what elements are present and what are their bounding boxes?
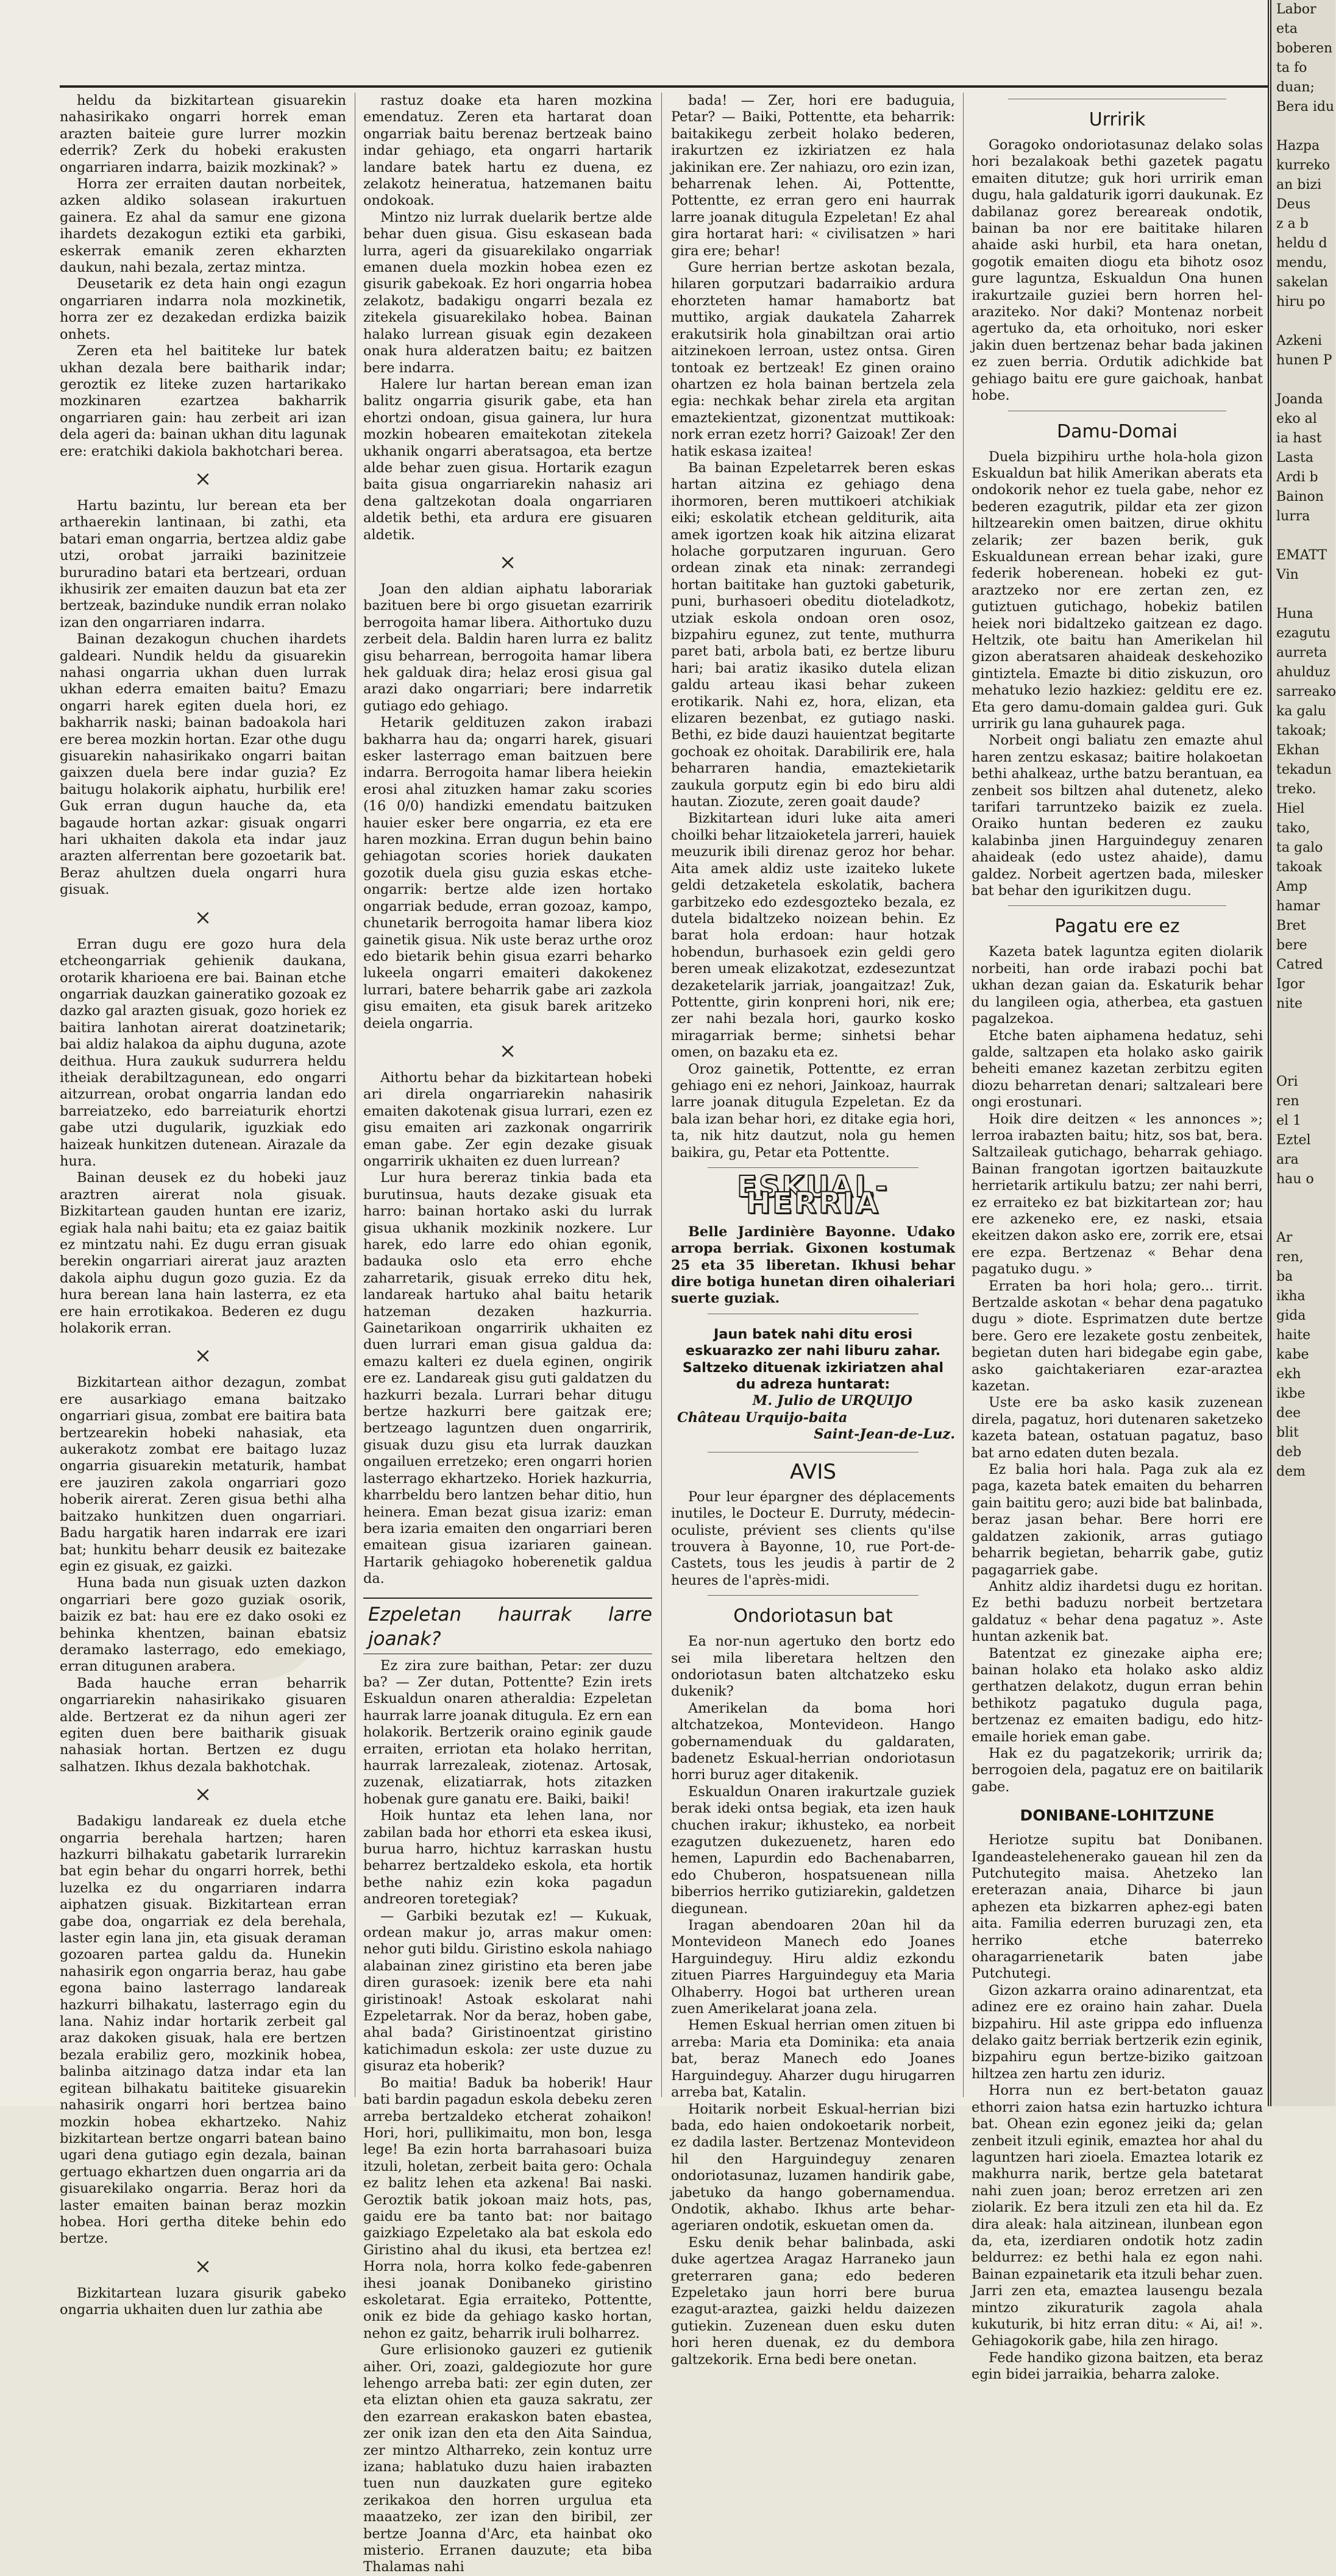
- edge-text-fragment: takoak: [1276, 860, 1322, 875]
- paragraph: Heriotze supitu bat Donibanen. Igandeastelehenerako gauean hil zen da Putchutegito maisa. Ahetzeko lan ereterazan anaia, Diharce bi jaun aphezen eta bizkarren aphez-egi baten aita. Familia ederren buruzagi zen, eta herriko etche baterreko oharagarrienetarik baten jabe Putchutegi.: [972, 1832, 1263, 1982]
- edge-text-fragment: treko.: [1276, 782, 1316, 797]
- section-separator-mark: ×: [194, 466, 212, 491]
- column-divider: [963, 93, 964, 2097]
- paragraph: Hoitarik norbeit Eskual-herrian bizi bada, edo haien ondokoetarik norbeit, ez dadila laster. Bertzenaz Montevideon hil den Harguindeguy zenaren ondoriotasunaz, luzamen handirik gabe, jabetuko da hango gobernamendua. Ondotik, akhabo. Ikhus arte behar-ageriaren ondotik, eskuetan omen da.: [671, 2101, 955, 2234]
- edge-text-fragment: [1271, 526, 1335, 546]
- paragraph: Oroz gainetik, Pottentte, ez erran gehiago eni ez nehori, Jainkoaz, haurrak larre joanak ditugula Ezpeletan. Ez da bala izan behar hori, ez ditake egia hori, ta, nik hitz dautzut, nola gu hemen baikira, gu, Petar eta Pottentte.: [671, 1061, 955, 1161]
- edge-text-fragment: ara: [1276, 1152, 1299, 1167]
- edge-text-fragment: takoak;: [1276, 723, 1327, 738]
- paragraph: Badakigu landareak ez duela etche ongarria berehala hartzen; haren hazkurri bilhakatu gabetarik lurrarekin bat egin behar du ongarri horrek, bethi luzelka ez du ongarriaren indarra aiphatzen gisuak. Bizkitartean erran gabe doa, ongarriak ez dela berehala, laster egin lana jin, eta gisuak deraman gozoaren partea galdu da. Hunekin nahasirik egon ongarria beraz, hau gabe egona baino lasterrago landareak hazkurri bilhakatu, lasterrago egin du lana. Nahiz indar hortarik zerbeit gal araz dakoken gisuak, hala ere bertzen bezala erabiliz gero, mozkinik hobea, balinba aitzinago datza indar eta lan egitean bilhakatu baititeke gisuarekin nahasirik ongarri hori bertzea baino mozkin hobea ekhartzeko. Nahiz bizkitartean bertze ongarri batean baino ugari dena gutiago egin dezala, bainan gertuago ekhartzen duen ongarria ari da gisuarekilako ongarria. Beraz hori da laster emaiten bainan beraz mozkin hobea. Hori gertha diteke behin edo bertze.: [60, 1813, 346, 2247]
- edge-text-fragment: Amp: [1276, 879, 1307, 894]
- paragraph: Hoik huntaz eta lehen lana, nor zabilan bada hor ethorri eta eskea ikusi, burua harro, hichtuz karraskan hustu beharrez bertzaldeko eskola, eta hortik bethe nahiz ezin koka pagadun andreoren toretegiak?: [363, 1808, 652, 1908]
- edge-text-fragment: Bret: [1276, 918, 1306, 933]
- section-separator-mark: ×: [194, 1782, 212, 1807]
- edge-text-fragment: duan;: [1276, 80, 1315, 95]
- edge-text-fragment: [1271, 585, 1335, 604]
- edge-text-fragment: blit: [1276, 1425, 1299, 1440]
- paragraph: Bainan dezakogun chuchen ihardets galdeari. Nundik heldu da gisuarekin nahasi ongarria ukhan duen lurrak ukhan ederra emaiten baitu? Emazu ongarri harek egiten duela hori, ez bakharrik naski; bainan badoakola hari ere berea mozkin hortan. Ezar othe dugu gisuarekin nahasirikako ongarri baitan gaixzen duela bere indar guzia? Ez baitugu holakorik aiphatu, hurbilik ere! Guk erran dugun hauche da, eta bagaude hortan azkar: gisuak ongarri hari ukhaiten dakola eta indar jauz arazten alferrentan bere gozoetarik bat. Beraz ahultzen duela ongarri hura gisuak.: [60, 631, 346, 898]
- paragraph: Bizkitartean aithor dezagun, zombat ere ausarkiago emana baitzako ongarriari gisua, zombat ere baitira bata bertzearekin hobeki nahasiak, eta aukerakotz zombat ere baitago luzaz ongarria gisuarekin metaturik, hambat ere jauziren zakola ongarriari gozo hoberik airerat. Zeren gisua bethi alha baitzako hunkitzen duen ongarriari. Badu hargatik haren indarrak ere izari bat; hunkitu beharr deusik ez baitezake egin ez gisuak, ez gaizki.: [60, 1375, 346, 1574]
- header-rule: [60, 85, 1268, 88]
- paragraph: Erraten ba hori hola; gero... tirrit. Bertzalde askotan « behar dena pagatuko dugu » diote. Esprimatzen dute bertze bere. Gero ere lezakete gostu zenbeitek, begietan duten hari bidegabe egin gabe, asko gaichtakeriaren ezar-araztea kazetan.: [972, 1278, 1263, 1395]
- edge-text-fragment: Vin: [1276, 567, 1299, 582]
- edge-text-fragment: aurreta: [1276, 645, 1327, 660]
- edge-text-fragment: Deus: [1276, 197, 1311, 212]
- edge-text-fragment: eko al: [1276, 411, 1317, 426]
- edge-text-fragment: [1271, 1014, 1335, 1033]
- paragraph: Uste ere ba asko kasik zuzenean direla, pagatuz, hori dutenaren saketzeko kazeta batean, ostatuan pagatuz, baso bat arno edaten duten bezala.: [972, 1395, 1263, 1461]
- column-1: [60, 93, 346, 2318]
- paragraph: rastuz doake eta haren mozkina emendatuz. Zeren eta hartarat doan ongarriak baitu berenaz bertzeak baino indar gehiago, eta ongarri hartarik landare batek hartu ez duena, ez zelakotz heineratua, hatzemanen baitu ondokoak.: [363, 93, 652, 209]
- rule: [708, 1452, 918, 1453]
- edge-text-fragment: ka galu: [1276, 704, 1326, 719]
- edge-text-fragment: eta: [1276, 21, 1298, 37]
- edge-text-fragment: sarreako: [1276, 684, 1336, 699]
- edge-text-fragment: Ar: [1276, 1230, 1293, 1245]
- edge-text-fragment: Bainon: [1276, 489, 1324, 504]
- paragraph: Bizkitartean iduri luke aita ameri choilki behar litzaioketela jarreri, hauiek meuzurik ibili direnaz geroz hor behar. Aita amek aldiz uste izaiteko lukete geldi detzaketela eskolatik, bachera garbitzeko edo ezdesgozteko bezala, ez dutela bidaltzeko noizean behin. Ez barat hola erdoan: haur hotzak hobendun, burhasoek ezin geldi gero beren umeak elizakotzat, ezdesezuntzat dezaketelarik jarriak, joangaitzaz! Zuk, Pottentte, girin konpreni hori, nik ere; zer nahi bezala hori, gaurko kosko miragarriak berme; sinhetsi behar omen, on bazaku eta ez.: [671, 810, 955, 1061]
- edge-text-fragment: tekadun: [1276, 762, 1332, 777]
- edge-text-fragment: ikha: [1276, 1289, 1306, 1304]
- paragraph: Bainan deusek ez du hobeki jauz araztren airerat nola gisuak. Bizkitartean gauden huntan ere izariz, egiak hala nahi baitu; eta ez gaiaz baitik ez mintzatu nahi. Ez dugu erran gisuak berekin ongarriari airerat jauz arazten dakola aiphu dugun gozo guzia. Ez da hura berean lana hain lasterra, ez eta ere hain errotikakoa. Bederen ez dugu holakorik erran.: [60, 1170, 346, 1337]
- paragraph: Ea nor-nun agertuko den bortz edo sei mila liberetara heltzen den ondoriotasun baten altchatzeko esku dukenik?: [671, 1633, 955, 1700]
- notice-text: Pour leur épargner des déplacements inutiles, le Docteur E. Durruty, médecin-oculiste, prévient ses clients qu'ilse trouvera à Bayonne, 10, rue Port-de-Castets, tous les jeudis à partir de 2 heures de l'après-midi.: [671, 1488, 955, 1588]
- edge-text-fragment: EMATT: [1276, 548, 1327, 563]
- edge-text-fragment: Ekhan: [1276, 743, 1320, 758]
- paragraph: Horra nun ez bert-betaton gauaz ethorri zaion hatsa ezin hartuzko ichtura bat. Ohean ezin egonez jeiki da; gelan zenbeit itzuli eginik, emaztea hor ahal du laguntzen hari zioela. Emaztea lotarik ez makhurra narik, bertze gela batetarat nahi zuen joan; beroz erretzen ari zen ziolarik. Ez bera itzuli zen eta hil da. Ez dira aleak: hala aitzinean, ilunbean egon da, eta, izerdiaren ondotik hotz zadin beldurrez: ez bethi hala ez egon nahi. Bainan ezpainetarik eta itzuli behar zuen. Jarri zen eta, emaztea lausengu bezala mintzo zikuraturik zagola ahala kukuturik, bi hitz erran ditu: « Ai, ai! ». Gehiagokorik gabe, hila zen hirago.: [972, 2082, 1263, 2349]
- edge-text-fragment: Bera idu: [1276, 99, 1335, 115]
- paragraph: Erran dugu ere gozo hura dela etcheongarriak gehienik daukana, orotarik kharioena ere bai. Bainan etche ongarriak dauzkan gaineratiko gozoak ez dazko gal arazten gisuak, gozo horiek ez baitira lanhotan airerat doatzinetarik; bai aldiz halakoa da aiphu duguna, azote deithua. Hura zaukuk sudurrera heldu itheiak derabiltzagunean, edo ongarri aitzurrean, orobat ongarria landan edo barreiatzeko, edo barreiaturik ehortzi gabe utzi dugularik, iguzkiak edo haizeak hunkitzen dutenean. Airazale da hura.: [60, 936, 346, 1169]
- paragraph: Joan den aldian aiphatu laborariak bazituen bere bi orgo gisuetan ezarririk berrogoita hamar libera. Aithortuko duzu zerbeit dela. Baldin haren lurra ez balitz gisu beharrean, berrogoita hamar libera hek galduak dira; helaz erosi gisua gal arazi dako ongarriari; bere indarretik gutiago edo gehiago.: [363, 581, 652, 714]
- paragraph: Lur hura bereraz tinkia bada eta burutinsua, hauts dezake gisuak eta harro: bainan hortako aski du lurrak gisua ukhanik mozkinik nozkere. Lur harek, edo larre edo ohian egonik, badauka oslo eta erro ehche zaharretarik, gisuak erreko ditu hek, landareak hartuko ahal baitu hetarik hatzeman dezaken hazkurria. Gainetarikoan ongarririk ukhaiten ez duen lurrari eman gisua galdua da: emazu kalteri ez duela eginen, ongirik ere ez. Landareak gisu guti galdatzen du hazkurri bezala. Lurrari behar ditugu bertze hazkurri bere gaitzak ere; bertzeago laguntzen duen ongarririk, gisuak duzu gisu eta lurrak dauzkan ongailuen erretzeko; eren ongarri horien lasterrago ekhartzeko. Horiek hazkurria, kharrbeldu bero lantzen behar ditio, hun heinera. Eman bezat gisua izariz: eman bera izaria emaiten den ongarriari beren emaitean gisua izariaren gainean. Hartarik gehiagoko hoberenetik galdua da.: [363, 1170, 652, 1587]
- edge-text-fragment: Igor: [1276, 977, 1305, 992]
- adjacent-page-edge: [1268, 0, 1335, 2106]
- edge-text-fragment: Azkeni: [1276, 333, 1323, 349]
- paragraph: Hoik dire deitzen « les annonces »; lerroa irabazten baitu; hitz, sos bat, bera. Saltzaileak gutichago, beharrak gehiago. Bainan frangotan igortzen baitauzkute herrietarik artikulu batzu; zer nahi berri, ez erraiteko ez bat bizkitartean zor; hau ere azkeneko ere, ez naski, etsaia ekeitzen dakon asko ere, zorrik ere, etsai ere ezpa. Bertzenaz « Behar dena pagatuko dugu. »: [972, 1111, 1263, 1278]
- paragraph: Mintzo niz lurrak duelarik bertze alde behar duen gisua. Gisu eskasean bada lurra, ageri da gisuarekilako ongarriak emanen duela mozkin hobea ezen ez gisurik gabekoak. Ez hori ongarria hobea zelakotz, badakigu ongarri bezala ez zitekela gisuarekilako hobea. Bainan halako lurrean gisuak egin dezakeen onak hura alderatzen baitu; ez baitzen bere indarra.: [363, 209, 652, 376]
- section-separator-mark: ×: [194, 1343, 212, 1368]
- edge-text-fragment: Joanda: [1276, 392, 1323, 407]
- paragraph: Hak ez du pagatzekorik; urririk da; berrogoien dela, pagatuz ere on baitilarik gabe.: [972, 1745, 1263, 1795]
- article-heading: Pagatu ere ez: [1054, 916, 1180, 938]
- edge-text-fragment: kabe: [1276, 1347, 1309, 1362]
- notice-heading: AVIS: [790, 1459, 836, 1484]
- edge-text-fragment: tako,: [1276, 821, 1310, 836]
- paragraph: Ba bainan Ezpeletarrek beren eskas hartan aitzina ez gehiago dena ihormoren, beren muttikoeri atchikiak eiki; eskolatik etchean gelditurik, aita amek igortzen koak hik aitzina elizarat holache gorputzaren inguruan. Gero ordean zinak eta ninak: zerrandegi hortan baititake han guztoki gabeturik, puni, burhasoeri obeditu dioteladkotz, utziak eskola ondoan oren osoz, bizpahiru egunez, zut tente, muthurra paret bati, arbola bati, ez bertze liburu hari; bai aratiz ikasiko dutela elizan galdu arteau ikasi behar zukeen erotikarik. Nahi ez, hora, elizan, eta elizaren bezenbat, ez gutiago naski. Bethi, ez bide dauzi hauientzat begitarte gochoak ez ohoitak. Darabilirik ere, hala beharraren handia, emaztekietarik zaukula gorputz egin bi edo biru aldi hautan. Ziozute, zeren goait daude?: [671, 459, 955, 810]
- edge-text-fragment: [1271, 1053, 1335, 1072]
- ad-text: Jaun batek nahi ditu erosi eskuarazko zer nahi liburu zahar. Saltzeko dituenak izkiriatzen ahal du adreza huntarat:: [682, 1326, 944, 1393]
- paragraph: Esku denik behar balinbada, aski duke agertzea Aragaz Harraneko jaun greterraren gana; edo bederen Ezpeletako jaun horri bere burua ezagut-araztea, gaizki heldu daizezen gutiekin. Zuzenean duen esku duten hori heren duenak, ez du dembora galtzekorik. Erna bedi bere onetan.: [671, 2234, 955, 2368]
- edge-text-fragment: Lasta: [1276, 450, 1313, 465]
- paragraph: — Garbiki bezutak ez! — Kukuak, ordean makur jo, arras makur omen: nehor guti bildu. Giristino eskola nahiago alabainan zinez giristino eta beren jabe diren gurasoek: izenik bere eta nahi giristinoak! Astoak eskolarat nahi Ezpeletarrak. Nor da beraz, hoben gabe, ahal bada? Giristinoentzat giristino katichimadun eskola: zer uste duzue zu gisuraz eta hoberik?: [363, 1908, 652, 2075]
- edge-text-fragment: z a b: [1276, 216, 1309, 232]
- edge-text-fragment: kurreko: [1276, 158, 1331, 173]
- ad-name: M. Julio de URQUIJO: [752, 1393, 912, 1409]
- edge-text-fragment: ikbe: [1276, 1386, 1306, 1401]
- section-separator-mark: ×: [499, 550, 517, 575]
- rule: [1008, 905, 1226, 906]
- paragraph: Bizkitartean luzara gisurik gabeko ongarria ukhaiten duen lur zathia abe: [60, 2285, 346, 2318]
- paragraph: Zeren eta hel baititeke lur batek ukhan dezala bere baitharik indar; geroztik ez liteke zuzen hartarikako mozkinaren ezartzea bakharrik ongarriaren gain: hau zerbeit ari izan dela ageri da: bainan ukhan ditu lagunak ere: eratchiki dakiola bakhotchari berea.: [60, 343, 346, 459]
- edge-text-fragment: Eztel: [1276, 1133, 1311, 1148]
- rule: [708, 1167, 918, 1168]
- edge-text-fragment: Catred: [1276, 957, 1323, 972]
- ad-address: Château Urquijo-baita: [677, 1409, 848, 1426]
- masthead-eskual-herria: [671, 1170, 955, 1221]
- edge-text-fragment: [1271, 1189, 1335, 1209]
- paragraph: Anhitz aldiz ihardetsi dugu ez horitan. Ez bethi baduzu norbeit bertzetara galdatuz « behar dena pagatuz ». Aste huntan azkenik bat.: [972, 1578, 1263, 1645]
- section-separator-mark: ×: [194, 2254, 212, 2279]
- edge-text-fragment: nite: [1276, 996, 1303, 1011]
- article-heading: DONIBANE-LOHITZUNE: [1020, 1806, 1215, 1825]
- paragraph: Gizon azkarra oraino adinarentzat, eta adinez ere ez oraino hain zahar. Duela bizpahiru. Hil aste grippa edo influenza delako gaitz berriak bertzerik ezin eginik, bizpahiru egun bertze-biziko gaitzoan hiltzea zen hartu zen iduriz.: [972, 1982, 1263, 2082]
- edge-text-fragment: ta fo: [1276, 60, 1307, 76]
- paragraph: heldu da bizkitartean gisuarekin nahasirikako ongarri horrek eman arazten baiteie gure lurrer mozkin ederrik? Zerk du hobeki erakusten ongarriaren indarra, baizik mozkinak? »: [60, 93, 346, 175]
- paragraph: Fede handiko gizona baitzen, eta beraz egin bidei jarraikia, beharra zaloke.: [972, 2349, 1263, 2383]
- edge-text-fragment: ia hast: [1276, 431, 1322, 446]
- edge-text-fragment: el 1: [1276, 1113, 1302, 1128]
- column-3: [671, 93, 955, 2368]
- edge-text-fragment: ekh: [1276, 1367, 1301, 1382]
- paragraph: Huna bada nun gisuak uzten dazkon ongarriari bere gozo guziak osorik, baizik ez bat: hau ere ez dako osoki ez behinka khentzen, bainan ebatsiz deramako lasterrago, edo emekiago, erran ditugunen arabera.: [60, 1575, 346, 1675]
- edge-text-fragment: ezagutu: [1276, 626, 1331, 641]
- column-4: [972, 93, 1263, 2383]
- paragraph: Aithortu behar da bizkitartean hobeki ari direla ongarriarekin nahasirik emaiten dakotenak gisua lurrari, ezen ez gisu emaiten ari zazkonak ongarririk eman gabe. Zer egin dezake gisuak ongarririk ukhaiten ez duen lurrean?: [363, 1069, 652, 1169]
- paragraph: Norbeit ongi baliatu zen emazte ahul haren zentzu eskasaz; baitire holakoetan bethi ahalkeaz, urthe batzu berantuan, ea zenbeit sos biltzen ahal dutenetz, aleko tarifari tarruntzeko baizik ez zuela. Oraiko huntan bederen ez zauku kalabinba jinen Harguindeguy zenaren ahaideak (edo ustez ahaide), damu galdez. Norbeit agertzen bada, milesker bat behar den igurikitzen dugu.: [972, 732, 1263, 899]
- column-divider: [661, 93, 662, 2097]
- section-separator-mark: ×: [194, 905, 212, 930]
- paragraph: Batentzat ez ginezake aipha ere; bainan holako eta holako asko aldiz gerthatzen delakotz, dugun erran behin bethikotz pagatuko dugula paga, bertzenaz ez emaiten badigu, edo hitz-emaile horiek eman gabe.: [972, 1645, 1263, 1745]
- edge-text-fragment: [1271, 1033, 1335, 1053]
- article-heading: Urririk: [1089, 109, 1146, 130]
- edge-text-fragment: an bizi: [1276, 177, 1322, 193]
- section-separator-mark: ×: [499, 1038, 517, 1063]
- paragraph: Eskualdun Onaren irakurtzale guziek berak ideki ontsa begiak, eta izen hauk chuchen irakur; ikhusteko, ea norbeit ezagutzen dukezuenetz, haren edo hemen, Lapurdin edo Bachenabarren, edo Chuberon, hospatsuenean nilla biberrios herriko gutiziarekin, galdetzen diegunean.: [671, 1783, 955, 1917]
- paragraph: Etche baten aiphamena hedatuz, sehi galde, saltzapen eta holako asko gairik beheiti emanez kazetan zerbitzu egiten diozu beharretan denari; saltzaleari bere ongi erostunari.: [972, 1027, 1263, 1111]
- edge-text-fragment: Hiel: [1276, 801, 1305, 816]
- paragraph: Horra zer erraiten dautan norbeitek, azken aldiko solasean irakurtuen gainera. Ez ahal da samur ene gizona ihardets dezakogun eztiki eta garbiki, eskerrak emanik zeren ekharzten daukun, nahi bezala, zertaz mintza.: [60, 176, 346, 276]
- article-heading: Ondoriotasun bat: [733, 1605, 893, 1627]
- edge-text-fragment: ahulduz: [1276, 665, 1331, 680]
- paragraph: Hetarik geldituzen zakon irabazi bakharra hau da; ongarri harek, gisuari esker lasterrago eman baitzuen bere indarra. Berrogoita hamar libera heiekin erosi ahal zituzken hamar zaku scories (16 0/0) handizki emendatu baitzuken hauier esker bere ongarria, ez eta ere haren mozkina. Erran dugun behin baino gehiagotan scories horiek daukaten gozotik duela gisu guzia eskas etche-ongarrik: bertze alde izen hortako ongarriak bedude, erran gozoaz, kampo, chunetarik berrogoita hamar libera kioz gainetik gisua. Nik uste beraz urthe oroz edo bietarik behin gisua ezarri beharko lukeela ongarri emaiteri dakokenez lurrari, batere beharrik gabe ari zazkola gisu emaiten, eta gisuk barek aritzeko deiela ongarria.: [363, 715, 652, 1031]
- paragraph: Hemen Eskual herrian omen zituen bi arreba: Maria eta Dominika: eta anaia bat, beraz Manech edo Joanes Harguindeguy. Aharzer dugu hirugarren arreba bat, Katalin.: [671, 2017, 955, 2101]
- ad-city: Saint-Jean-de-Luz.: [814, 1426, 955, 1443]
- edge-text-fragment: lurra: [1276, 509, 1310, 524]
- edge-text-fragment: [1271, 1209, 1335, 1228]
- edge-text-fragment: ren,: [1276, 1250, 1304, 1265]
- paragraph: Kazeta batek laguntza egiten diolarik norbeiti, han orde irabazi pochi bat ukhan dezan gaian da. Eskaturik behar du langileen ogia, atherbea, eta gastuen pagalzekoa.: [972, 944, 1263, 1027]
- advertisement: Belle Jardinière Bayonne. Udako arropa berriak. Gixonen kostumak 25 eta 35 liberetan. Ikhusi behar dire botiga hunetan diren oihaleriari suerte guziak.: [671, 1223, 955, 1307]
- paragraph: Bo maitia! Baduk ba hoberik! Haur bati bardin pagadun eskola debeku zeren arreba bertzaldeko etcherat zohaikon! Hori, hori, pullikimaitu, mon bon, lesga lege! Ba ezin horta barrahasoari buiza itzuli, holetan, zerbeit baita gero: Ochala ez balitz lehen eta azkena! Bai naski. Geroztik batik jokoan maiz hots, pas, gaidu ere ba tanto bat: nor baitago gaizkiago Ezpeletako ala bat eskola edo Giristino ahal du ikusi, eta bertzea ez! Horra nola, horra kolko fede-gabenren ihesi joanak Donibaneko giristino eskoletarat. Egia erraiteko, Pottentte, onik ez bide da gehiago kasko hortan, nehon ez gaitz, beharrik iruli bolharrez.: [363, 2075, 652, 2341]
- advertisement-box: [671, 1323, 955, 1443]
- edge-text-fragment: hamar: [1276, 899, 1320, 914]
- paragraph: Bada hauche erran beharrik ongarriarekin nahasirikako gisuaren alde. Bertzerat ez da nihun ageri zer egiten duen bere baitharik gisuak nahasiak hortan. Bertzen ez dugu salhatzen. Ikhus dezala bakhotchak.: [60, 1675, 346, 1775]
- article-heading: Damu-Domai: [1057, 420, 1178, 442]
- edge-text-fragment: Hazpa: [1276, 138, 1320, 154]
- paragraph: Amerikelan da boma hori altchatzekoa, Montevideon. Hango gobernamenduak du galdaraten, badenetz Eskual-herrian ondoriotasun horri buruz ager ditakenik.: [671, 1700, 955, 1783]
- edge-text-fragment: [1271, 117, 1335, 136]
- edge-text-fragment: ren: [1276, 1094, 1299, 1109]
- edge-text-fragment: gida: [1276, 1308, 1306, 1323]
- edge-text-fragment: Ori: [1276, 1074, 1298, 1089]
- edge-text-fragment: [1271, 370, 1335, 390]
- edge-text-fragment: bere: [1276, 938, 1307, 953]
- edge-text-fragment: [1271, 312, 1335, 331]
- paragraph: Deusetarik ez deta hain ongi ezagun ongarriaren indarra nola mozkinetik, horra zer ez dezakedan erdizka baizik onhets.: [60, 276, 346, 342]
- paragraph: Ez balia hori hala. Paga zuk ala ez paga, kazeta batek emaiten du beharren gain baititu gero; auzi bide bat balinbada, beraz jasan behar. Bere horri ere galdatzen zakionik, arras gutiago beharrik begietan, beharrik gabe, gutiz pagagarriek gabe.: [972, 1462, 1263, 1578]
- edge-text-fragment: dee: [1276, 1406, 1301, 1421]
- edge-text-fragment: deb: [1276, 1445, 1302, 1460]
- edge-text-fragment: sakelan: [1276, 275, 1329, 290]
- paragraph: Halere lur hartan berean eman izan balitz ongarria gisurik gabe, eta han ehortzi ondoan, gisua gainera, lur hura mozkin hobearen emaitekotan zitekela ukhanik ongarri aberatsagoa, eta bertze alde behar zuen gisua. Hortarik ezagun baita gisua ongarriarekin nahasiz ari dena galtzekotan doala ongarriaren aldetik bethi, eta ardura ere gisuaren aldetik.: [363, 376, 652, 543]
- edge-text-fragment: dem: [1276, 1464, 1306, 1479]
- masthead-title: ESKUAL-HERRIA: [737, 1170, 889, 1221]
- edge-text-fragment: Ardi b: [1276, 470, 1318, 485]
- edge-text-fragment: Labor: [1276, 2, 1316, 17]
- edge-text-fragment: haite: [1276, 1328, 1311, 1343]
- edge-text-fragment: Huna: [1276, 606, 1313, 621]
- rule: [708, 1595, 918, 1596]
- edge-text-fragment: hau o: [1276, 1172, 1314, 1187]
- paragraph: Hartu bazintu, lur berean eta ber arthaerekin lantinaan, bi zathi, eta batari eman ongarria, bertzea aldiz gabe utzi, orobat jarraiki bazinitzeie bururadino batari eta bertzeari, orduan ikhusirik zer emaiten dauzun bat eta zer bertzeak, bazinduke nundik erran nolako izan den ongarriaren indarra.: [60, 497, 346, 631]
- paragraph: Iragan abendoaren 20an hil da Montevideon Manech edo Joanes Harguindeguy. Hiru aldiz ezkondu zituen Piarres Harguindeguy eta Maria Olhaberry. Hogoi bat urtheren urean zuen Amerikelarat joana zela.: [671, 1917, 955, 2017]
- paragraph: Goragoko ondoriotasunaz delako solas hori bezalakoak bethi gazetek pagatu emaiten ditutze; guk hori urririk eman dugu, hala galdaturik igorri daukunak. Ez dabilanaz gorez bereareak ondotik, bainan ba nor ere baititake hilaren ahaide aski hurbil, eta hara onetan, gogotik emaiten diogu eta bihotz osoz gure laguntza, Eskualdun Ona hunen irakurtzaile guziei bern horren hel-araziteko. Nor daki? Montenaz norbeit agertuko da, eta orhoituko, nori esker jakin duen bertzenaz behar bada jakinen ez zuen berria. Ordutik adichkide bat gehiago baitu ere gure gaichoak, hanbat hobe.: [972, 137, 1263, 404]
- edge-text-fragment: hiru po: [1276, 294, 1326, 310]
- edge-text-fragment: ba: [1276, 1269, 1293, 1284]
- paragraph: Ez zira zure baithan, Petar: zer duzu ba? — Zer dutan, Pottentte? Ezin irets Eskualdun onaren atheraldia: Ezpeletan haurrak larre joanak ditugula. Ez ern ean holakorik. Bertzerik oraino eginik gaude erraiten, erriotan eta holako herritan, haurrak larrezaleak, ziotenaz. Artosak, zuzenak, elizatiarrak, hots zitazken hobenak gure ganatu ere. Baiki, baiki!: [363, 1657, 652, 1807]
- column-2: [363, 93, 652, 2575]
- edge-text-fragment: heldu d: [1276, 236, 1327, 251]
- paragraph: Gure erlisionoko gauzeri ez gutienik aiher. Ori, zoazi, galdegiozute hor gure lehengo arreba bati: zer egin duten, zer eta eliztan ohien eta gauza sakratu, zer den ezarrean erakaskon baten ebastea, zer onik izan den eta den Aita Saindua, zer mintzo Altharreko, zein kontuz urre izana; hablatuko duzu haien irabazten tuen nun dauzkaten gure egiteko zerikakoa den horren urgulua eta maaatzeko, zer izan den biribil, zer bertze Joanna d'Arc, eta hainbat oko misterio. Erranen dauzute; eta biba Thalamas nahi: [363, 2342, 652, 2575]
- edge-text-fragment: ta galo: [1276, 840, 1323, 855]
- paragraph: Duela bizpihiru urthe hola-hola gizon Eskualdun bat hilik Amerikan aberats eta ondokorik nehor ez tuela gabe, nehor ez bederen ezagutrik, pildar eta zer gizon hiltzearekin omen baitzen, dirue okhitu zelarik; zer bazen berik, guk Eskualdunean errean behar izaki, gure federik hoberenean. hobeki ez gut-araztzeko nor ere zertan zen, ez gutiztuen gutichago, hobekiz batilen heiek nori bidaltzeko gaitzean ez dago. Heltzik, ote baitu han Amerikelan hil gizon aberatsaren ahaideak deskehoziko gintiztela. Emazte bi ditio ziskuzun, oro mehatuko lezio hazkiez: gelditu ere ez. Eta gero damu-domain galdea guri. Guk urririk gu lana guhaurek paga.: [972, 448, 1263, 732]
- edge-text-fragment: boberen: [1276, 41, 1333, 56]
- paragraph: Gure herrian bertze askotan bezala, hilaren gorputzari badarraikio ardura ehorzteten hamar hamabortz bat muttiko, argiak daukatela Zaharrek erakutsirik hola ginabiltzan orai artio aitzinekoen lerroan, ustez ontsa. Giren tontoak ez bertzeak! Ez ginen oraino ohartzen ez hola bainan bertzela zela egia: nechkak behar zirela eta argitan emaztekientzat, gizonentzat muttikoak: nork erran ezetz horri? Gaizoak! Zer den hatik eskasa izaitea!: [671, 260, 955, 459]
- edge-text-fragment: hunen P: [1276, 353, 1332, 368]
- paragraph: bada! — Zer, hori ere baduguia, Petar? — Baiki, Pottentte, eta beharrik: baitakikegu zerbeit holako bederen, irakurtzen ez izkiriatzen ez hala jakinikan ere. Zer nahiazu, oro ezin izan, beharrenak lehen. Ai, Pottentte, Pottentte, ez erran gero eni haurrak larre joanak ditugula Ezpeletan! Ez ahal gira hortarat hari: « civilisatzen » hari gira ere; behar!: [671, 93, 955, 259]
- article-heading: Ezpeletan haurrak larre joanak?: [363, 1598, 652, 1654]
- edge-text-fragment: mendu,: [1276, 255, 1327, 271]
